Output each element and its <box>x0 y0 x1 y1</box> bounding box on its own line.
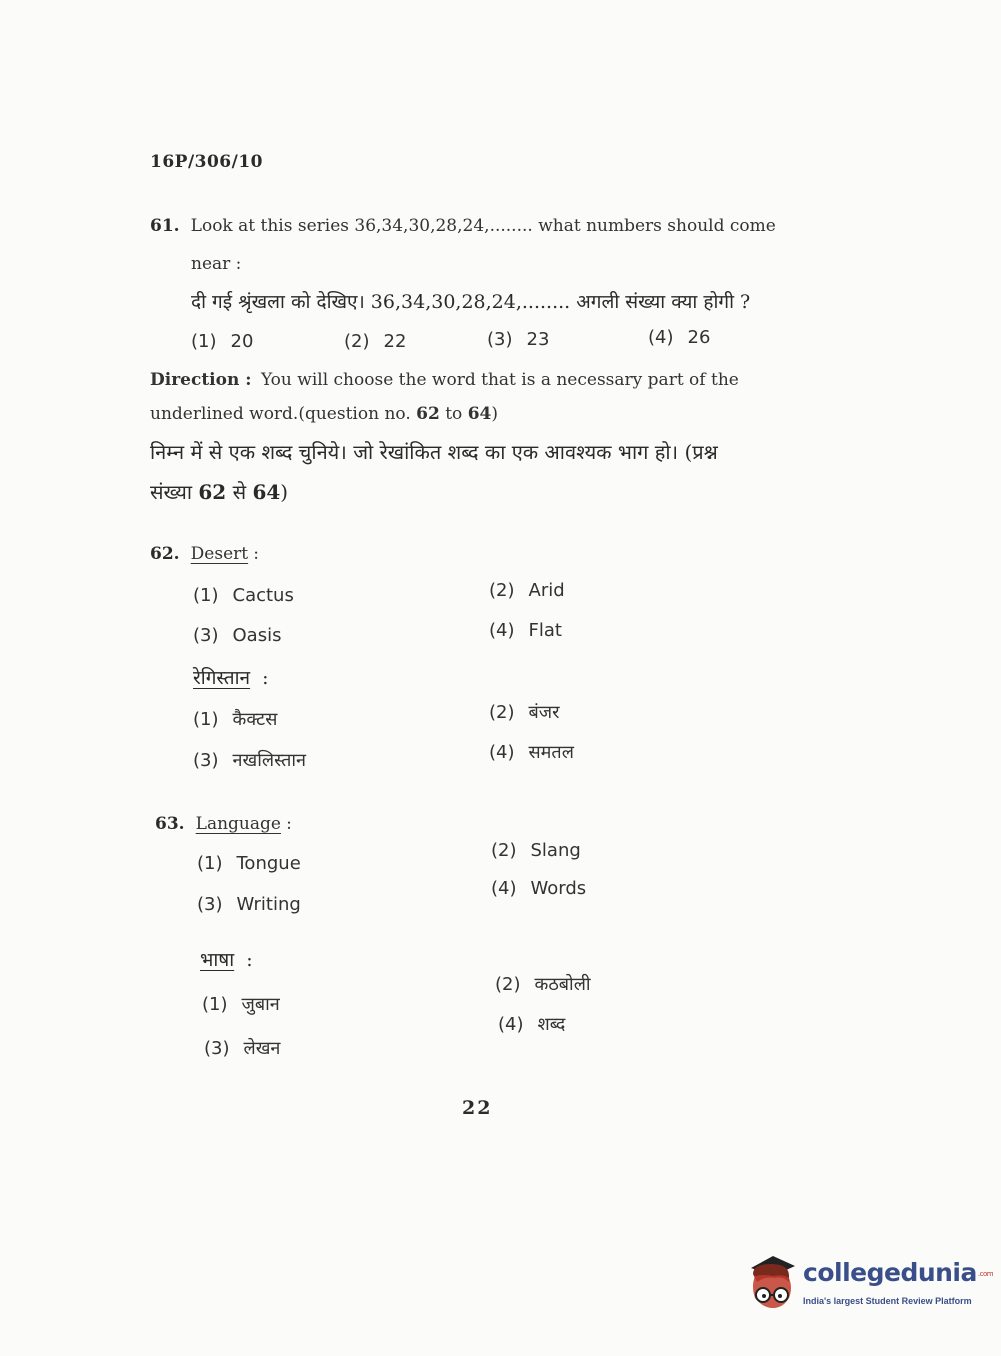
paper-code: 16P/306/10 <box>150 152 264 172</box>
hindi-option-3: (3) नखलिस्तान <box>193 750 306 771</box>
hindi-option-2: (2) बंजर <box>489 702 560 723</box>
student-mascot-icon <box>743 1252 801 1312</box>
logo-name: collegedunia <box>803 1258 977 1287</box>
underlined-word: Desert <box>190 544 249 564</box>
question-number: 63. <box>155 814 185 834</box>
option-3: (3) Oasis <box>193 625 282 646</box>
hindi-option-4: (4) शब्द <box>498 1014 566 1035</box>
option-1: (1) Cactus <box>193 585 294 606</box>
option-3: (3) 23 <box>487 329 550 350</box>
logo-tagline: India's largest Student Review Platform <box>803 1296 972 1306</box>
question-number: 61. <box>150 216 180 236</box>
question-number: 62. <box>150 544 180 564</box>
hindi-option-3: (3) लेखन <box>204 1038 281 1059</box>
hindi-word-62: रेगिस्तान : <box>193 667 269 689</box>
collegedunia-logo <box>743 1252 994 1322</box>
page-number: 22 <box>462 1097 493 1119</box>
question-61 <box>150 216 776 236</box>
hindi-option-2: (2) कठबोली <box>495 974 591 995</box>
question-text-cont: near : <box>191 254 242 274</box>
option-4: (4) 26 <box>648 327 711 348</box>
option-2: (2) 22 <box>344 331 407 352</box>
logo-suffix: .com <box>977 1270 994 1278</box>
hindi-option-1: (1) कैक्टस <box>193 709 278 730</box>
underlined-word: Language <box>195 814 281 834</box>
option-1: (1) 20 <box>191 331 254 352</box>
direction-label: Direction : <box>150 370 252 390</box>
direction-hindi-line-1: निम्न में से एक शब्द चुनिये। जो रेखांकित शब्द का एक आवश्यक भाग हो। (प्रश्न <box>150 440 718 464</box>
option-4: (4) Words <box>491 878 587 899</box>
option-2: (2) Slang <box>491 840 581 861</box>
hindi-option-4: (4) समतल <box>489 742 574 763</box>
question-text: Look at this series 36,34,30,28,24,........ what numbers should come <box>190 216 776 236</box>
direction-hindi-line-2: संख्या 62 से 64) <box>150 480 289 504</box>
direction-line-1: Direction : You will choose the word that is a necessary part of the <box>150 370 739 390</box>
direction-line-2: underlined word.(question no. 62 to 64) <box>150 404 499 424</box>
question-text-hindi: दी गई श्रृंखला को देखिए। 36,34,30,28,24,........ अगली संख्या क्या होगी ? <box>191 291 751 313</box>
hindi-option-1: (1) जुबान <box>202 994 280 1015</box>
option-2: (2) Arid <box>489 580 565 601</box>
option-3: (3) Writing <box>197 894 301 915</box>
hindi-word-63: भाषा : <box>200 949 253 971</box>
option-4: (4) Flat <box>489 620 562 641</box>
question-62: 62. Desert : <box>150 544 259 564</box>
question-63: 63. Language : <box>155 814 292 834</box>
option-1: (1) Tongue <box>197 853 301 874</box>
